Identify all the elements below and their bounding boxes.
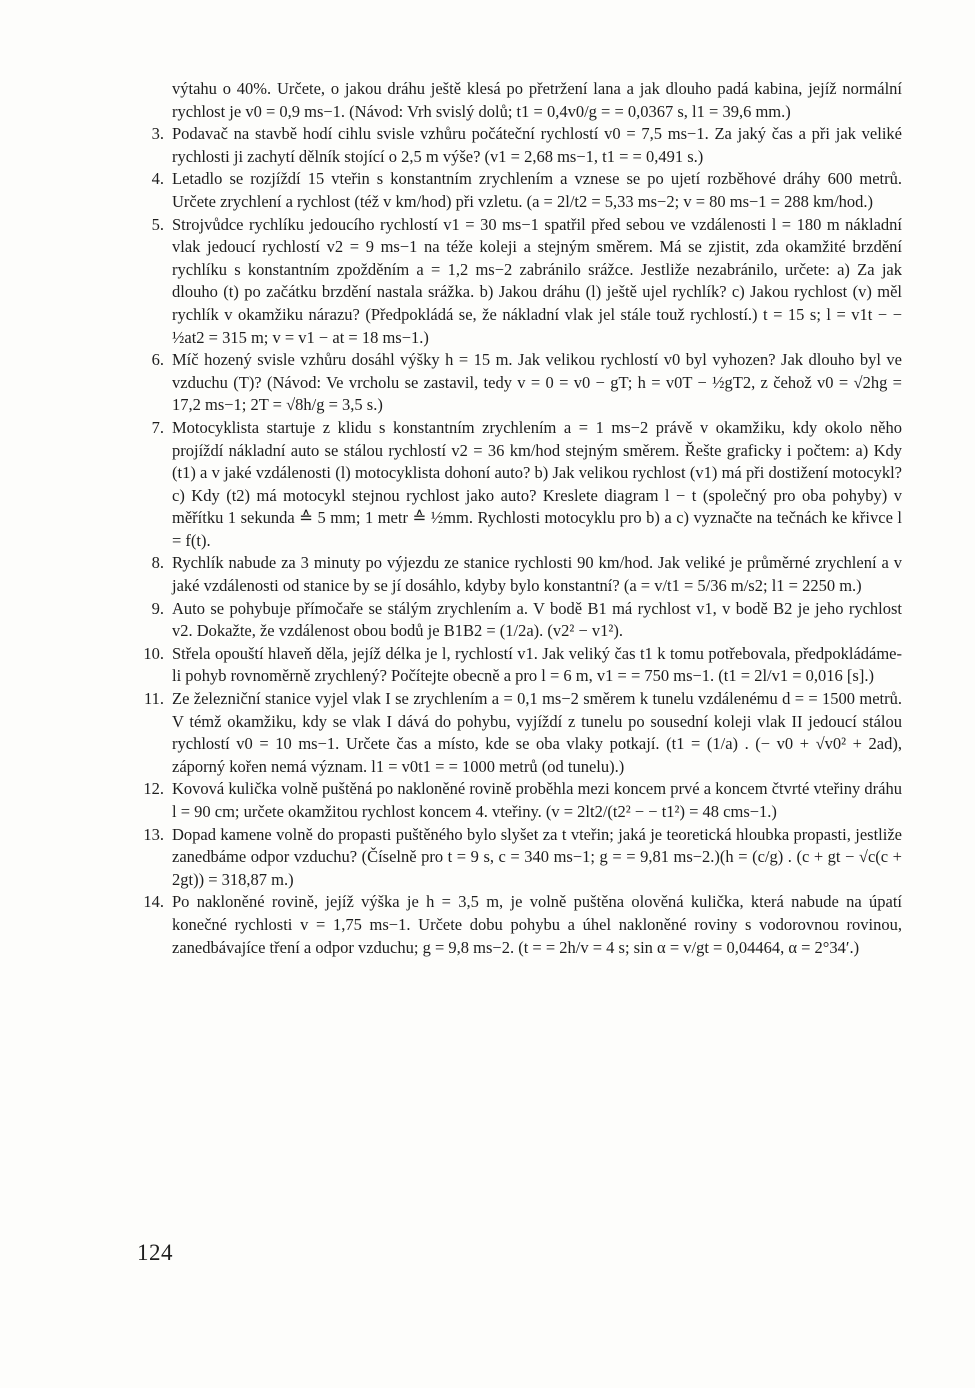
problem-4	[134, 168, 902, 213]
problem-text: Ze železniční stanice vyjel vlak I se zrychlením a = 0,1 ms−2 směrem k tunelu vzdálenému d = = 1500 metrů. V témž okamžiku, kdy se vlak I dává do pohybu, vyjíždí z tunelu po sousední koleji vlak II jedoucí stálou rychlostí v0 = 10 ms−1. Určete čas a místo, kde se oba vlaky potkají. (t1 = (1/a) . (− v0 + √v0² + 2ad), záporný kořen nemá význam. l1 = v0t1 = = 1000 metrů (od tunelu).)	[172, 689, 902, 776]
problem-number: 14.	[143, 892, 164, 912]
problem-text: Míč hozený svisle vzhůru dosáhl výšky h = 15 m. Jak velikou rychlostí v0 byl vyhozen? Jak dlouho byl ve vzduchu (T)? (Návod: Ve vrcholu se zastavil, tedy v = 0 = v0 − gT; h = v0T − ½gT2, z čehož v0 = √2hg = 17,2 ms−1; 2T = √8h/g = 3,5 s.)	[172, 350, 902, 415]
problem-number: 5.	[151, 214, 164, 234]
problem-text: Po nakloněné rovině, jejíž výška je h = 3,5 m, je volně puštěna olověná kulička, která nabude na úpatí konečné rychlosti v = 1,75 ms−1. Určete dobu pohybu a úhel nakloněné roviny s vodorovnou rovinou, zanedbávajíce tření a odpor vzduchu; g = 9,8 ms−2. (t = = 2h/v = 4 s; sin α = v/gt = 0,04464, α = 2°34′.)	[172, 892, 902, 957]
problem-11	[134, 688, 902, 778]
problem-text: Letadlo se rozjíždí 15 vteřin s konstantním zrychlením a vznese se po ujetí rozběhové dráhy 600 metrů. Určete zrychlení a rychlost (též v km/hod) při vzletu. (a = 2l/t2 = 5,33 ms−2; v = 80 ms−1 = 288 km/hod.)	[172, 169, 902, 211]
problem-number: 12.	[143, 779, 164, 799]
problem-text: Rychlík nabude za 3 minuty po výjezdu ze stanice rychlosti 90 km/hod. Jak veliké je průměrné zrychlení a v jaké vzdálenosti od stanice by se jí dosáhlo, kdyby bylo konstantní? (a = v/t1 = 5/36 m/s2; l1 = 2250 m.)	[172, 553, 902, 596]
problem-text: Strojvůdce rychlíku jedoucího rychlostí v1 = 30 ms−1 spatřil před sebou ve vzdálenosti l = 180 m nákladní vlak jedoucí rychlostí v2 = 9 ms−1 na téže koleji a stejným směrem. Má se zjistit, zda okamžité brzdění rychlíku s konstantním zpožděním a = 1,2 ms−2 zabránilo srážce. Jestliže nezabránilo, určete: a) Za jak dlouho (t) po začátku brzdění nastala srážka. b) Jakou dráhu (l) ještě ujel rychlík? c) Jakou rychlost (v) měl rychlík v okamžiku nárazu? (Předpokládá se, že nákladní vlak jel stále touž rychlostí.) t = 15 s; l = v1t − − ½at2 = 315 m; v = v1 − at = 18 ms−1.)	[172, 214, 902, 347]
problem-text: Kovová kulička volně puštěná po nakloněné rovině proběhla mezi koncem prvé a koncem čtvrté vteřiny dráhu l = 90 cm; určete okamžitou rychlost koncem 4. vteřiny. (v = 2lt2/(t2² − − t1²) = 48 cms−1.)	[172, 779, 902, 821]
problem-number: 13.	[143, 824, 164, 844]
problem-number: 3.	[151, 124, 164, 144]
problem-13	[134, 824, 902, 892]
problem-text: Motocyklista startuje z klidu s konstantním zrychlením a = 1 ms−2 právě v okamžiku, kdy okolo něho projíždí nákladní auto se stálou rychlostí v2 = 36 km/hod stejným směrem. Řešte graficky i počtem: a) Kdy (t1) a v jaké vzdálenosti (l) motocyklista dohoní auto? b) Jak velikou rychlost (v1) má při dostižení motocykl? c) Kdy (t2) má motocykl stejnou rychlost jako auto? Kreslete diagram l − t (společný pro oba pohyby) v měřítku 1 sekunda ≙ 5 mm; 1 metr ≙ ½mm. Rychlosti motocyklu pro b) a c) vyznačte na tečnách ke křivce l = f(t).	[172, 417, 902, 550]
problem-number: 11.	[143, 689, 164, 709]
problem-text: Podavač na stavbě hodí cihlu svisle vzhůru počáteční rychlostí v0 = 7,5 ms−1. Za jaký čas a při jak veliké rychlosti ji zachytí dělník stojící o 2,5 m výše? (v1 = 2,68 ms−1, t1 = = 0,491 s.)	[172, 124, 902, 166]
problem-8	[134, 552, 902, 597]
problem-10	[134, 643, 902, 688]
problem-14	[134, 891, 902, 959]
problem-text: Dopad kamene volně do propasti puštěného bylo slyšet za t vteřin; jaká je teoretická hloubka propasti, jestliže zanedbáme odpor vzduchu? (Číselně pro t = 9 s, c = 340 ms−1; g = = 9,81 ms−2.)(h = (c/g) . (c + gt − √c(c + 2gt)) = 318,87 m.)	[172, 824, 902, 889]
problem-3	[134, 123, 902, 168]
problem-number: 8.	[151, 553, 164, 573]
problem-number: 7.	[151, 417, 164, 437]
problem-9	[134, 598, 902, 643]
problem-7	[134, 417, 902, 553]
problem-number: 10.	[143, 643, 164, 663]
problem-text: Střela opouští hlaveň děla, jejíž délka je l, rychlostí v1. Jak veliký čas t1 k tomu potřebovala, předpokládáme-li pohyb rovnoměrně zrychlený? Počítejte obecně a pro l = 6 m, v1 = = 750 ms−1. (t1 = 2l/v1 = 0,016 [s].)	[172, 643, 902, 686]
problem-number: 6.	[151, 350, 164, 370]
problem-list	[134, 78, 902, 959]
problem-number: 9.	[151, 598, 164, 618]
problem-12	[134, 778, 902, 823]
page-number: 124	[137, 1240, 173, 1265]
intro-paragraph: výtahu o 40%. Určete, o jakou dráhu ještě klesá po přetržení lana a jak dlouho padá kabina, jejíž normální rychlost je v0 = 0,9 ms−1. (Návod: Vrh svislý dolů; t1 = 0,4v0/g = = 0,0367 s, l1 = 39,6 mm.)	[172, 79, 902, 121]
problem-5	[134, 214, 902, 350]
problem-text: Auto se pohybuje přímočaře se stálým zrychlením a. V bodě B1 má rychlost v1, v bodě B2 je jeho rychlost v2. Dokažte, že vzdálenost obou bodů je B1B2 = (1/2a). (v2² − v1²).	[172, 598, 902, 641]
problem-number: 4.	[151, 169, 164, 189]
problem-6	[134, 349, 902, 417]
